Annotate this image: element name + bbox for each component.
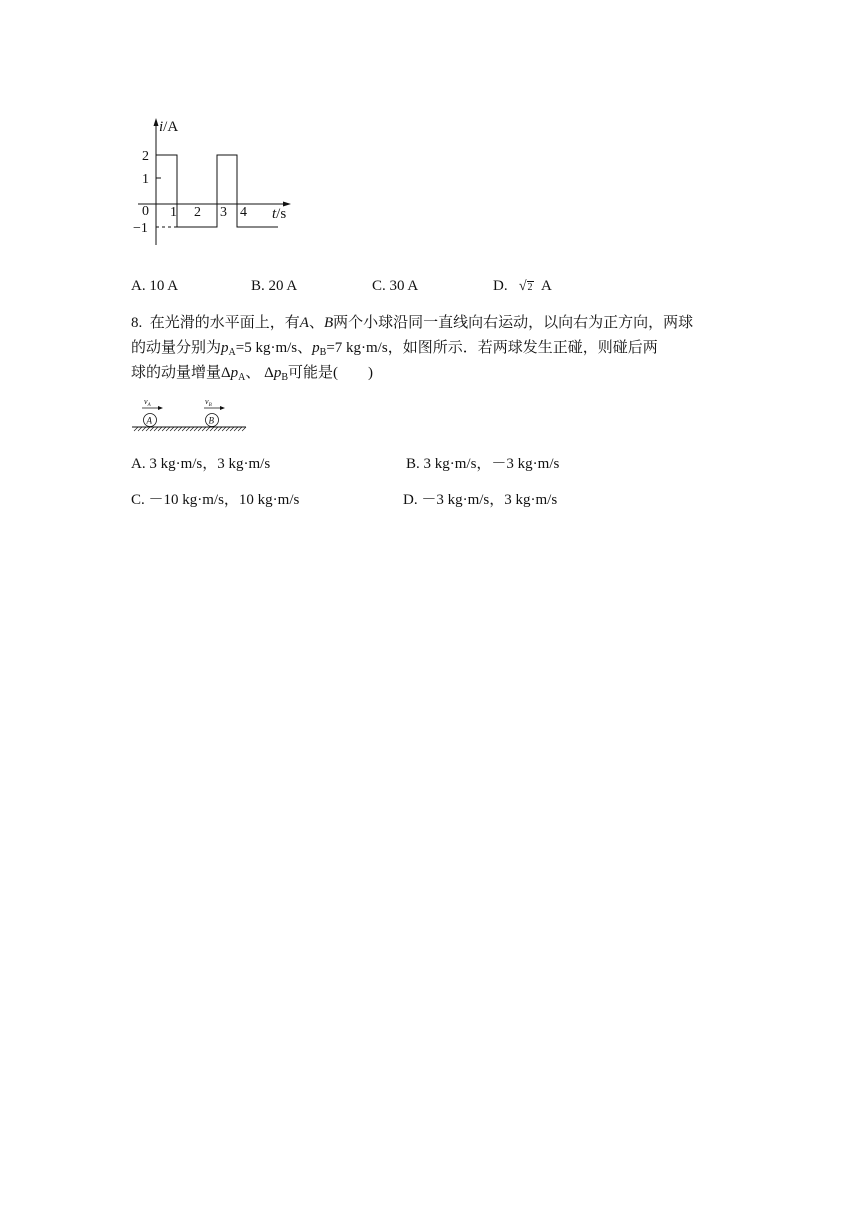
q8-line-3: 球的动量增量$\Delta p_A$、 $\Delta p_B$可能是( ): [131, 365, 373, 383]
y-tick-2: 2: [142, 149, 149, 164]
x-tick-3: 3: [220, 205, 227, 220]
current-time-graph: [130, 115, 300, 250]
v-a-label: $v_A$: [144, 397, 151, 408]
x-tick-4: 4: [240, 205, 247, 220]
x-tick-1: 1: [170, 205, 177, 220]
q7-option-d[interactable]: D. √2 A: [493, 277, 552, 297]
q8-line-1: 8. 在光滑的水平面上，有A、B两个小球沿同一直线向右运动，以向右为正方向，两球: [131, 315, 694, 331]
q8-line-2: 的动量分别为$p_A=5$ kg·m/s、$p_B=7$ kg·m/s，如图所示．若两球发生正碰，则碰后两: [131, 340, 658, 358]
x-tick-0: 0: [142, 204, 149, 219]
y-tick-1: 1: [142, 172, 149, 187]
q8-option-d[interactable]: D. －3 kg·m/s，3 kg·m/s: [403, 492, 558, 508]
q7-option-a[interactable]: A. 10 A: [131, 278, 179, 294]
y-tick-neg1: −1: [133, 221, 148, 236]
svg-text:A: A: [146, 415, 152, 426]
q8-option-c[interactable]: C. －10 kg·m/s，10 kg·m/s: [131, 492, 300, 508]
ground-hatching: [134, 427, 246, 431]
q8-option-a[interactable]: A. 3 kg·m/s，3 kg·m/s: [131, 456, 271, 472]
y-axis-arrow: [154, 118, 159, 126]
svg-text:B: B: [208, 415, 214, 426]
v-b-label: $v_B$: [205, 397, 212, 408]
q8-option-b[interactable]: B. 3 kg·m/s，－3 kg·m/s: [406, 456, 560, 472]
sqrt-2: √2: [518, 279, 533, 294]
q7-option-b[interactable]: B. 20 A: [251, 278, 298, 294]
x-tick-2: 2: [194, 205, 201, 220]
q8-number: 8.: [131, 315, 143, 331]
q7-option-c[interactable]: C. 30 A: [372, 278, 419, 294]
balls-figure: [130, 396, 250, 432]
x-axis-label: t/s: [272, 206, 287, 222]
y-axis-label: i/A: [159, 119, 179, 135]
